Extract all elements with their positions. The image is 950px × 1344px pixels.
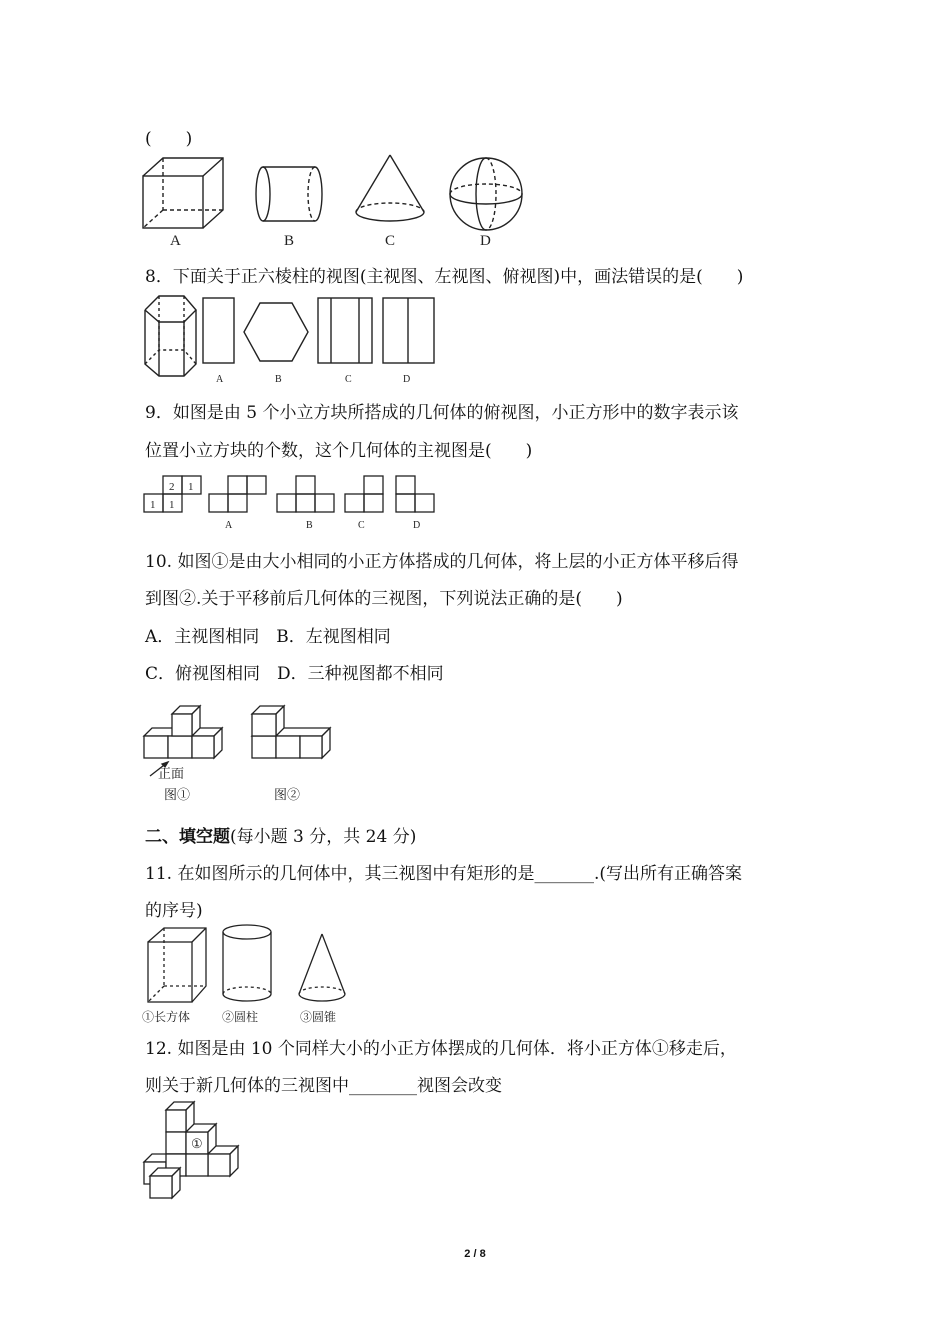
q9-grid-number: 1 <box>169 499 175 511</box>
q9-label-b: B <box>306 520 313 531</box>
q11-figure <box>140 922 370 1027</box>
q8-label-d: D <box>403 374 411 385</box>
q11-caption-cone: ③圆锥 <box>300 1010 337 1024</box>
q12-figure <box>140 1098 270 1203</box>
q10-options-line2: C．俯视图相同 D．三种视图都不相同 <box>145 664 444 684</box>
q7-label-b: B <box>284 233 295 249</box>
q9-label-a: A <box>225 520 233 531</box>
q9-grid-number: 1 <box>188 481 194 493</box>
q8-label-a: A <box>216 374 224 385</box>
section-note: (每小题 3 分，共 24 分) <box>230 827 417 847</box>
q12-stem-line1: 12. 如图是由 10 个同样大小的小正方体摆成的几何体．将小正方体①移走后， <box>145 1039 737 1059</box>
q8-label-b: B <box>275 374 282 385</box>
q9-label-c: C <box>358 520 365 531</box>
q8-figure <box>140 292 450 387</box>
q7-label-a: A <box>170 233 181 249</box>
section-title <box>145 822 416 847</box>
q9-stem-line1: 9．如图是由 5 个小立方块所搭成的几何体的俯视图，小正方形中的数字表示该 <box>145 403 739 423</box>
page-number: 2 / 8 <box>464 1248 486 1260</box>
q12-stem-line2: 则关于新几何体的三视图中________视图会改变 <box>145 1076 502 1096</box>
q11-stem-line2: 的序号) <box>145 901 203 921</box>
q8-label-c: C <box>345 374 352 385</box>
q7-figure <box>140 152 540 252</box>
q10-stem-line1: 10. 如图①是由大小相同的小正方体搭成的几何体，将上层的小正方体平移后得 <box>145 552 739 572</box>
q9-label-d: D <box>413 520 421 531</box>
q10-fig1-caption: 图① <box>164 787 191 802</box>
q9-grid-number: 2 <box>169 481 175 493</box>
q10-stem-line2: 到图②.关于平移前后几何体的三视图，下列说法正确的是( ) <box>145 589 623 609</box>
q10-front-label: 正面 <box>158 766 185 781</box>
q9-stem-line2: 位置小立方块的个数，这个几何体的主视图是( ) <box>145 441 533 461</box>
q8-stem: 8．下面关于正六棱柱的视图(主视图、左视图、俯视图)中，画法错误的是( ) <box>145 267 744 287</box>
q9-grid-number: 1 <box>150 499 156 511</box>
q10-figure <box>140 698 370 808</box>
q11-stem-line1: 11. 在如图所示的几何体中，其三视图中有矩形的是_______.(写出所有正确答案 <box>145 864 742 884</box>
q11-caption-cuboid: ①长方体 <box>142 1010 191 1024</box>
q11-caption-cylinder: ②圆柱 <box>222 1010 259 1024</box>
q12-cube-mark: ① <box>191 1136 203 1151</box>
q9-figure <box>140 472 450 532</box>
section-heading: 二、填空题 <box>145 827 230 847</box>
q10-options-line1: A．主视图相同 B．左视图相同 <box>145 627 391 647</box>
q10-fig2-caption: 图② <box>274 787 301 802</box>
q7-label-c: C <box>385 233 396 249</box>
q7-answer-paren: ( ) <box>145 129 193 149</box>
q7-label-d: D <box>480 233 491 249</box>
